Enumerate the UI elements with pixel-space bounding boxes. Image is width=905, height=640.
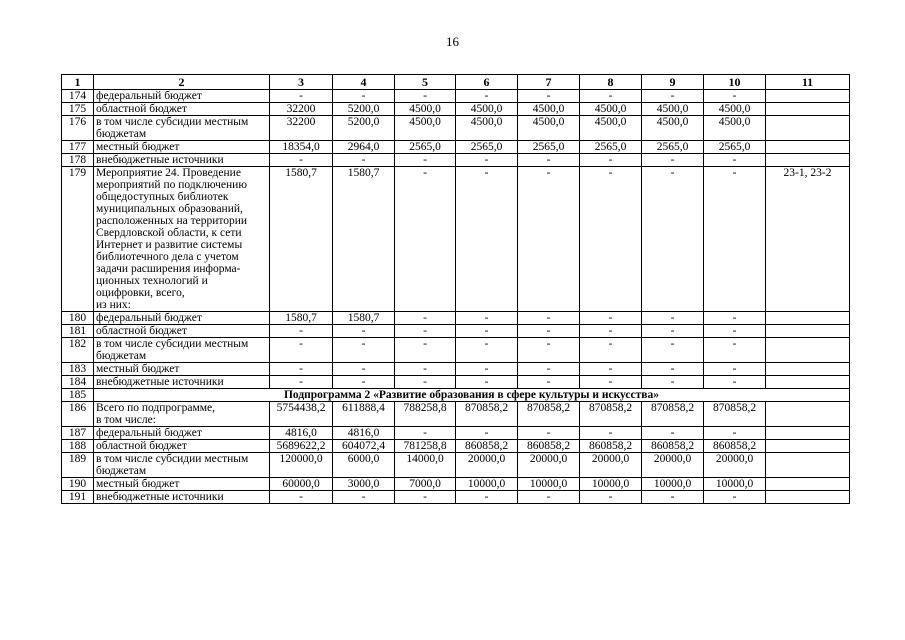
description-line: расположенных на территории	[96, 215, 248, 227]
value-cell: -	[270, 363, 333, 376]
value-cell: -	[642, 363, 704, 376]
value-cell: -	[518, 90, 580, 103]
description-cell	[94, 312, 270, 325]
value-cell: 860858,2	[704, 440, 766, 453]
value-cell: 20000,0	[642, 453, 704, 478]
value-cell: 32200	[270, 103, 333, 116]
value-cell: 870858,2	[518, 402, 580, 427]
value-cell: -	[704, 427, 766, 440]
description-line: Мероприятие 24. Проведение	[96, 167, 241, 179]
value-cell: -	[456, 491, 518, 504]
value-cell: -	[704, 363, 766, 376]
description-line: общедоступных библиотек	[96, 191, 229, 203]
description-line: федеральный бюджет	[96, 427, 202, 439]
target-indicator-cell	[766, 154, 850, 167]
value-cell: 611888,4	[333, 402, 395, 427]
target-indicator-cell	[766, 491, 850, 504]
header-cell: 9	[642, 75, 704, 90]
value-cell: 4500,0	[580, 103, 642, 116]
value-cell: 2565,0	[580, 141, 642, 154]
description-line: Всего по подпрограмме,	[96, 402, 216, 414]
value-cell: -	[580, 325, 642, 338]
value-cell: 4500,0	[518, 116, 580, 141]
description-cell	[94, 491, 270, 504]
target-indicator-cell	[766, 312, 850, 325]
header-cell: 6	[456, 75, 518, 90]
value-cell: 870858,2	[456, 402, 518, 427]
value-cell: 3000,0	[333, 478, 395, 491]
value-cell: -	[456, 90, 518, 103]
value-cell: 10000,0	[642, 478, 704, 491]
value-cell: -	[518, 312, 580, 325]
value-cell: -	[333, 90, 395, 103]
value-cell: -	[580, 167, 642, 312]
description-cell	[94, 402, 270, 427]
value-cell: 870858,2	[704, 402, 766, 427]
description-line: задачи расширения информа-	[96, 263, 241, 275]
description-line: федеральный бюджет	[96, 90, 202, 102]
row-number: 186	[62, 402, 94, 427]
description-line: Свердловской области, к сети	[96, 227, 242, 239]
value-cell: -	[456, 312, 518, 325]
description-line: местный бюджет	[96, 363, 180, 375]
description-line: бюджетам	[96, 350, 147, 362]
value-cell: 7000,0	[395, 478, 456, 491]
description-line: бюджетам	[96, 465, 147, 477]
header-row	[62, 75, 850, 90]
value-cell: -	[333, 363, 395, 376]
table-row	[62, 154, 850, 167]
table-row	[62, 427, 850, 440]
header-cell: 2	[94, 75, 270, 90]
value-cell: 60000,0	[270, 478, 333, 491]
header-cell: 11	[766, 75, 850, 90]
value-cell: -	[580, 363, 642, 376]
value-cell: -	[395, 376, 456, 389]
value-cell: -	[395, 338, 456, 363]
value-cell: 788258,8	[395, 402, 456, 427]
value-cell: -	[642, 90, 704, 103]
target-indicator-cell	[766, 453, 850, 478]
description-line: в том числе субсидии местным	[96, 116, 249, 128]
value-cell: -	[642, 491, 704, 504]
value-cell: 860858,2	[580, 440, 642, 453]
value-cell: 6000,0	[333, 453, 395, 478]
target-indicator-cell	[766, 478, 850, 491]
table-row	[62, 90, 850, 103]
table-row	[62, 440, 850, 453]
value-cell: 18354,0	[270, 141, 333, 154]
value-cell: 10000,0	[580, 478, 642, 491]
description-cell	[94, 167, 270, 312]
table-row	[62, 402, 850, 427]
target-indicator-cell	[766, 103, 850, 116]
value-cell: -	[704, 491, 766, 504]
value-cell: 2565,0	[456, 141, 518, 154]
target-indicator-cell	[766, 338, 850, 363]
description-cell	[94, 427, 270, 440]
section-title: Подпрограмма 2 «Развитие образования в сфере культуры и искусства»	[94, 389, 850, 402]
description-line: в том числе:	[96, 414, 156, 426]
value-cell: 10000,0	[456, 478, 518, 491]
value-cell: -	[456, 376, 518, 389]
value-cell: -	[456, 363, 518, 376]
row-number: 177	[62, 141, 94, 154]
value-cell: -	[704, 325, 766, 338]
description-cell	[94, 440, 270, 453]
value-cell: -	[333, 338, 395, 363]
table-row	[62, 376, 850, 389]
table-row	[62, 453, 850, 478]
description-line: областной бюджет	[96, 103, 187, 115]
value-cell: -	[704, 167, 766, 312]
value-cell: 20000,0	[704, 453, 766, 478]
description-line: областной бюджет	[96, 440, 187, 452]
value-cell: -	[395, 312, 456, 325]
row-number: 187	[62, 427, 94, 440]
value-cell: -	[642, 427, 704, 440]
description-cell	[94, 453, 270, 478]
value-cell: 604072,4	[333, 440, 395, 453]
value-cell: 4500,0	[456, 116, 518, 141]
description-line: бюджетам	[96, 128, 147, 140]
value-cell: 1580,7	[333, 167, 395, 312]
description-line: ционных технологий и	[96, 275, 208, 287]
value-cell: 5200,0	[333, 116, 395, 141]
table-row	[62, 167, 850, 312]
value-cell: 860858,2	[456, 440, 518, 453]
table-row	[62, 103, 850, 116]
table-row	[62, 312, 850, 325]
row-number: 188	[62, 440, 94, 453]
value-cell: 4500,0	[704, 103, 766, 116]
description-line: внебюджетные источники	[96, 491, 224, 503]
description-line: внебюджетные источники	[96, 376, 224, 388]
value-cell: 860858,2	[642, 440, 704, 453]
description-line: внебюджетные источники	[96, 154, 224, 166]
target-indicator-cell	[766, 363, 850, 376]
description-cell	[94, 325, 270, 338]
description-cell	[94, 478, 270, 491]
row-number: 181	[62, 325, 94, 338]
description-cell	[94, 90, 270, 103]
value-cell: 2565,0	[395, 141, 456, 154]
value-cell: -	[270, 338, 333, 363]
value-cell: -	[518, 427, 580, 440]
description-line: мероприятий по подключению	[96, 179, 247, 191]
value-cell: -	[704, 90, 766, 103]
value-cell: -	[642, 376, 704, 389]
target-indicator-cell	[766, 325, 850, 338]
table-row	[62, 363, 850, 376]
value-cell: -	[270, 154, 333, 167]
value-cell: -	[456, 167, 518, 312]
value-cell: -	[518, 363, 580, 376]
value-cell: -	[456, 427, 518, 440]
budget-table	[61, 74, 850, 504]
row-number: 190	[62, 478, 94, 491]
value-cell: 2964,0	[333, 141, 395, 154]
table-row	[62, 478, 850, 491]
target-indicator-cell	[766, 116, 850, 141]
description-line: в том числе субсидии местным	[96, 453, 249, 465]
table-row	[62, 325, 850, 338]
header-cell: 1	[62, 75, 94, 90]
value-cell: 5689622,2	[270, 440, 333, 453]
value-cell: -	[642, 154, 704, 167]
description-line: местный бюджет	[96, 141, 180, 153]
value-cell: 1580,7	[270, 312, 333, 325]
value-cell: -	[642, 338, 704, 363]
value-cell: 5754438,2	[270, 402, 333, 427]
value-cell: -	[270, 491, 333, 504]
header-cell: 4	[333, 75, 395, 90]
value-cell: -	[518, 154, 580, 167]
value-cell: -	[333, 325, 395, 338]
value-cell: 5200,0	[333, 103, 395, 116]
value-cell: 20000,0	[518, 453, 580, 478]
value-cell: 4500,0	[395, 116, 456, 141]
value-cell: -	[580, 491, 642, 504]
target-indicator-cell	[766, 427, 850, 440]
value-cell: -	[333, 376, 395, 389]
value-cell: -	[580, 154, 642, 167]
value-cell: -	[395, 167, 456, 312]
header-cell: 5	[395, 75, 456, 90]
value-cell: -	[395, 325, 456, 338]
row-number: 176	[62, 116, 94, 141]
value-cell: -	[642, 167, 704, 312]
target-indicator-cell	[766, 440, 850, 453]
value-cell: -	[580, 338, 642, 363]
value-cell: 4500,0	[642, 103, 704, 116]
value-cell: 4816,0	[333, 427, 395, 440]
description-line: областной бюджет	[96, 325, 187, 337]
value-cell: -	[518, 376, 580, 389]
value-cell: -	[580, 376, 642, 389]
value-cell: -	[456, 338, 518, 363]
description-cell	[94, 103, 270, 116]
row-number: 184	[62, 376, 94, 389]
row-number: 178	[62, 154, 94, 167]
row-number: 174	[62, 90, 94, 103]
value-cell: 2565,0	[518, 141, 580, 154]
description-cell	[94, 116, 270, 141]
value-cell: 870858,2	[580, 402, 642, 427]
description-line: Интернет и развитие системы	[96, 239, 243, 251]
value-cell: -	[518, 325, 580, 338]
row-number: 182	[62, 338, 94, 363]
row-number: 179	[62, 167, 94, 312]
table-row	[62, 338, 850, 363]
value-cell: 860858,2	[518, 440, 580, 453]
value-cell: -	[270, 90, 333, 103]
value-cell: -	[642, 325, 704, 338]
value-cell: -	[395, 363, 456, 376]
description-cell	[94, 154, 270, 167]
header-cell: 8	[580, 75, 642, 90]
value-cell: 10000,0	[704, 478, 766, 491]
value-cell: -	[395, 491, 456, 504]
header-cell: 10	[704, 75, 766, 90]
value-cell: -	[704, 312, 766, 325]
header-cell: 3	[270, 75, 333, 90]
value-cell: 2565,0	[642, 141, 704, 154]
row-number: 183	[62, 363, 94, 376]
value-cell: 4816,0	[270, 427, 333, 440]
target-indicator-cell	[766, 402, 850, 427]
value-cell: -	[518, 167, 580, 312]
value-cell: 870858,2	[642, 402, 704, 427]
value-cell: -	[270, 376, 333, 389]
value-cell: -	[395, 90, 456, 103]
description-line: местный бюджет	[96, 478, 180, 490]
value-cell: 4500,0	[456, 103, 518, 116]
value-cell: -	[395, 427, 456, 440]
description-line: оцифровки, всего,	[96, 287, 185, 299]
row-number: 175	[62, 103, 94, 116]
value-cell: -	[395, 154, 456, 167]
value-cell: 20000,0	[580, 453, 642, 478]
description-line: федеральный бюджет	[96, 312, 202, 324]
description-line: библиотечного дела с учетом	[96, 251, 239, 263]
page-number: 16	[446, 34, 459, 49]
target-indicator-cell	[766, 141, 850, 154]
value-cell: -	[456, 325, 518, 338]
value-cell: 781258,8	[395, 440, 456, 453]
table-row	[62, 116, 850, 141]
value-cell: -	[580, 90, 642, 103]
value-cell: -	[580, 312, 642, 325]
row-number: 185	[62, 389, 94, 402]
description-line: муниципальных образований,	[96, 203, 243, 215]
value-cell: 1580,7	[333, 312, 395, 325]
value-cell: 4500,0	[580, 116, 642, 141]
description-cell	[94, 338, 270, 363]
description-line: в том числе субсидии местным	[96, 338, 249, 350]
table-row	[62, 141, 850, 154]
value-cell: 2565,0	[704, 141, 766, 154]
header-cell: 7	[518, 75, 580, 90]
target-indicator-cell	[766, 90, 850, 103]
description-cell	[94, 363, 270, 376]
row-number: 180	[62, 312, 94, 325]
value-cell: -	[704, 154, 766, 167]
value-cell: -	[456, 154, 518, 167]
value-cell: -	[642, 312, 704, 325]
value-cell: 32200	[270, 116, 333, 141]
target-indicator-cell: 23-1, 23-2	[766, 167, 850, 312]
value-cell: 4500,0	[704, 116, 766, 141]
value-cell: 4500,0	[518, 103, 580, 116]
row-number: 189	[62, 453, 94, 478]
value-cell: -	[333, 491, 395, 504]
value-cell: -	[704, 376, 766, 389]
value-cell: -	[518, 338, 580, 363]
section-row	[62, 389, 850, 402]
value-cell: 14000,0	[395, 453, 456, 478]
target-indicator-cell	[766, 376, 850, 389]
description-cell	[94, 141, 270, 154]
row-number: 191	[62, 491, 94, 504]
value-cell: 1580,7	[270, 167, 333, 312]
value-cell: 20000,0	[456, 453, 518, 478]
description-line: из них:	[96, 299, 131, 311]
table-row	[62, 491, 850, 504]
value-cell: 120000,0	[270, 453, 333, 478]
value-cell: 4500,0	[395, 103, 456, 116]
value-cell: -	[580, 427, 642, 440]
description-cell	[94, 376, 270, 389]
value-cell: 10000,0	[518, 478, 580, 491]
value-cell: -	[333, 154, 395, 167]
value-cell: -	[518, 491, 580, 504]
value-cell: -	[704, 338, 766, 363]
value-cell: -	[270, 325, 333, 338]
value-cell: 4500,0	[642, 116, 704, 141]
